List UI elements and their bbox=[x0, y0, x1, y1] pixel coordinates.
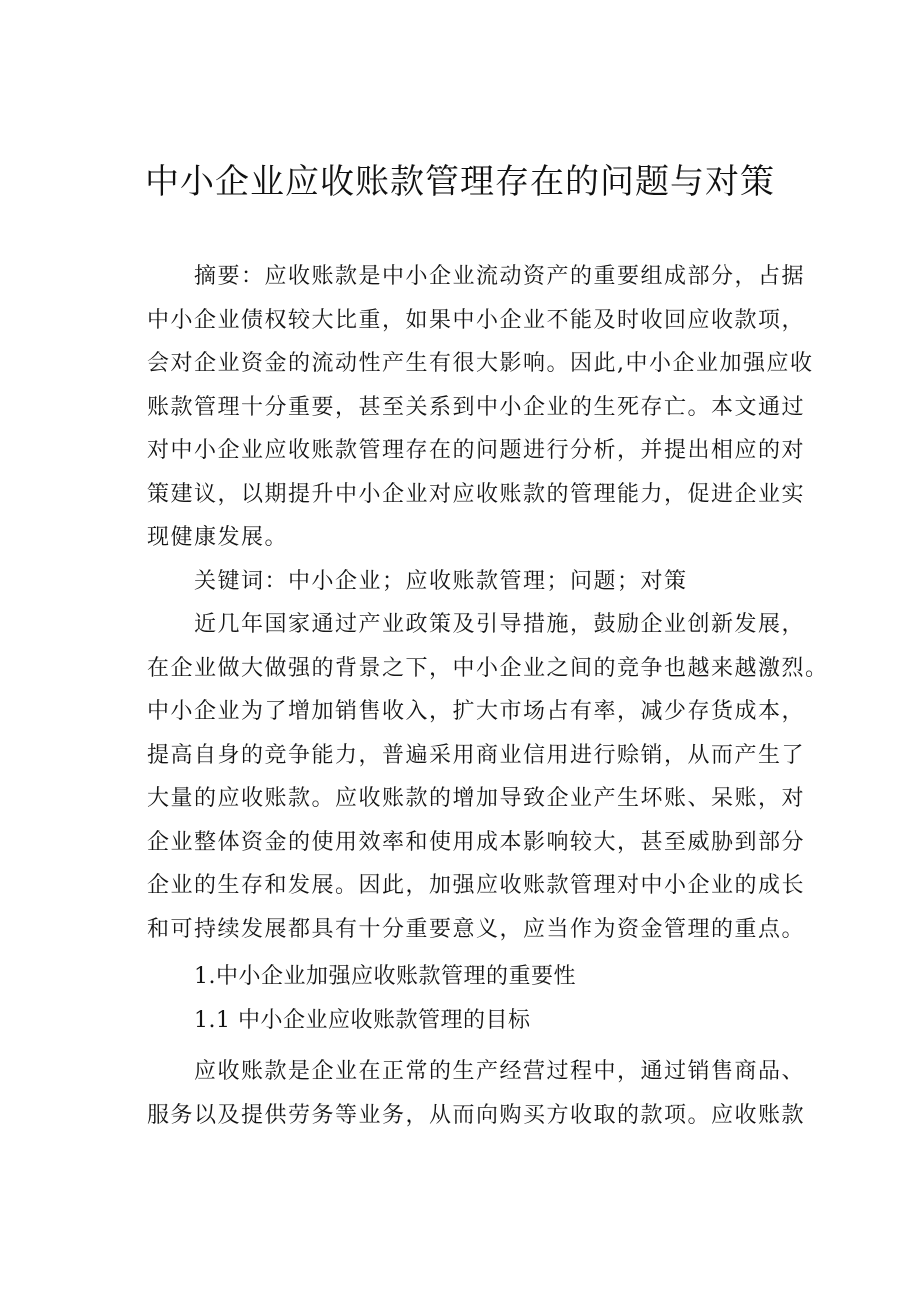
abstract-paragraph bbox=[147, 255, 814, 560]
section-line: 服务以及提供劳务等业务，从而向购买方收取的款项。应收账款 bbox=[147, 1102, 806, 1128]
intro-line: 和可持续发展都具有十分重要意义，应当作为资金管理的重点。 bbox=[147, 916, 806, 942]
abstract-line: 摘要：应收账款是中小企业流动资产的重要组成部分，占据 bbox=[194, 264, 806, 289]
intro-line: 近几年国家通过产业政策及引导措施，鼓励企业创新发展， bbox=[194, 612, 806, 637]
document-title: 中小企业应收账款管理存在的问题与对策 bbox=[145, 162, 775, 202]
abstract-line: 会对企业资金的流动性产生有很大影响。因此,中小企业加强应收 bbox=[147, 351, 814, 376]
intro-paragraph bbox=[147, 603, 829, 951]
section-heading-1-1: 1.1 中小企业应收账款管理的目标 bbox=[194, 1007, 531, 1033]
abstract-line: 对中小企业应收账款管理存在的问题进行分析，并提出相应的对 bbox=[147, 438, 806, 463]
intro-line: 提高自身的竞争能力，普遍采用商业信用进行赊销，从而产生了 bbox=[147, 742, 806, 768]
intro-line: 在企业做大做强的背景之下，中小企业之间的竞争也越来越激烈。 bbox=[147, 655, 829, 681]
intro-line: 大量的应收账款。应收账款的增加导致企业产生坏账、呆账，对 bbox=[147, 786, 806, 811]
intro-line: 中小企业为了增加销售收入，扩大市场占有率，减少存货成本， bbox=[147, 699, 806, 724]
keywords-line: 关键词：中小企业；应收账款管理；问题；对策 bbox=[194, 568, 688, 594]
intro-line: 企业整体资金的使用效率和使用成本影响较大，甚至威胁到部分 bbox=[147, 829, 806, 855]
section-paragraph bbox=[147, 1050, 807, 1137]
document-body bbox=[147, 255, 829, 1137]
abstract-line: 策建议，以期提升中小企业对应收账款的管理能力，促进企业实 bbox=[147, 481, 806, 507]
abstract-line: 现健康发展。 bbox=[147, 525, 289, 550]
intro-line: 企业的生存和发展。因此，加强应收账款管理对中小企业的成长 bbox=[147, 873, 806, 898]
section-line: 应收账款是企业在正常的生产经营过程中，通过销售商品、 bbox=[194, 1059, 806, 1084]
abstract-line: 账款管理十分重要，甚至关系到中小企业的生死存亡。本文通过 bbox=[147, 394, 806, 420]
abstract-line: 中小企业债权较大比重，如果中小企业不能及时收回应收款项， bbox=[147, 307, 806, 333]
section-heading-1: 1.中小企业加强应收账款管理的重要性 bbox=[194, 964, 576, 989]
